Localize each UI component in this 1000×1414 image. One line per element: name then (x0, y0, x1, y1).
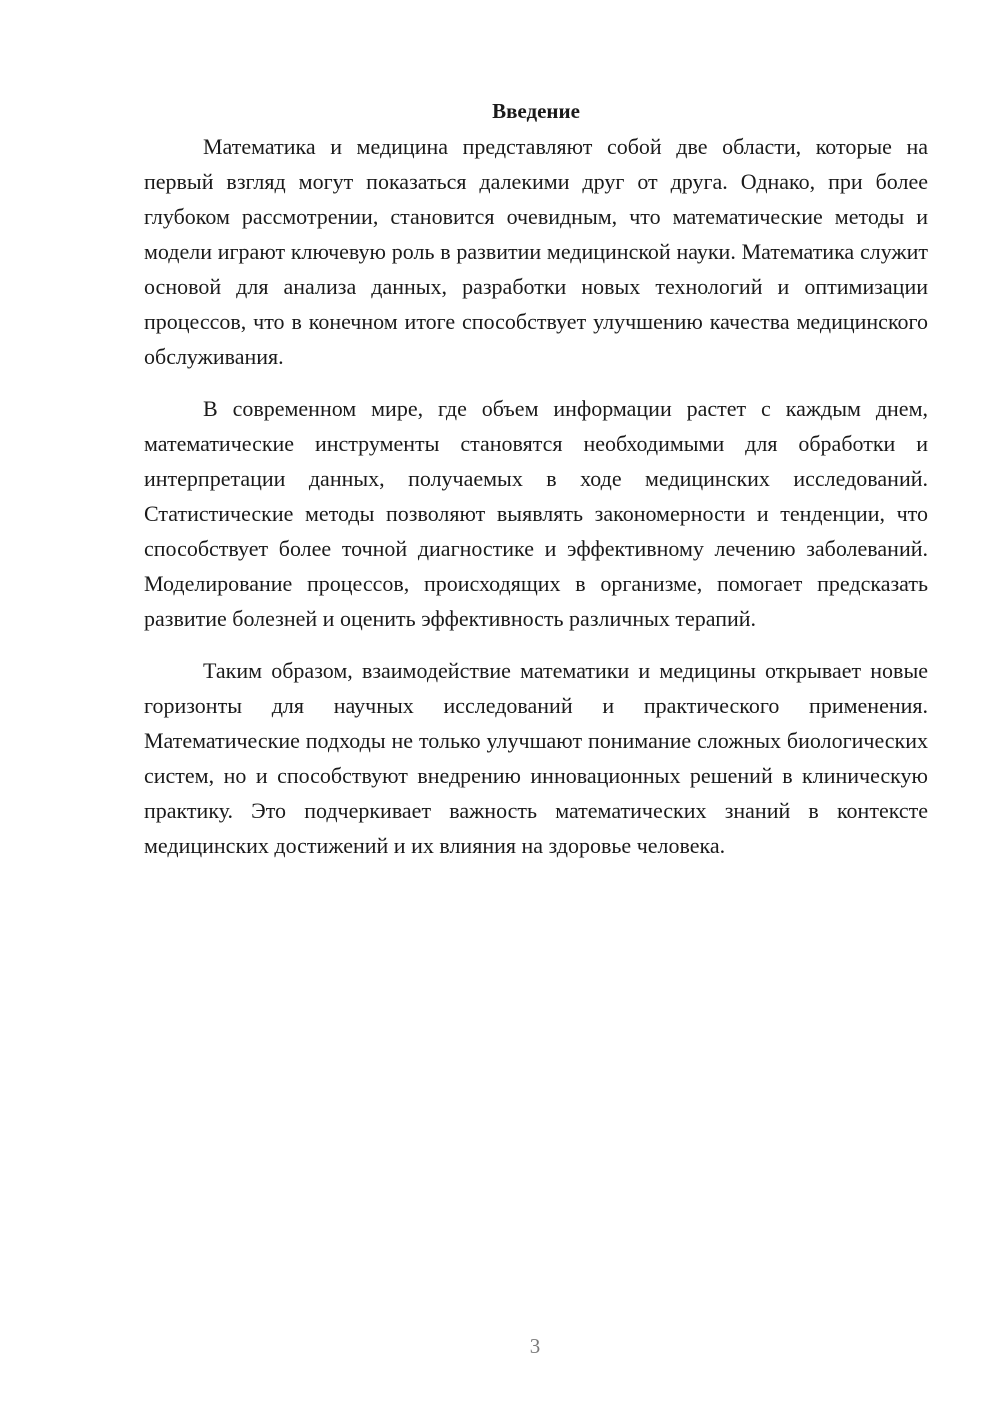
paragraph-1: Математика и медицина представляют собой две области, которые на первый взгляд могут показаться далекими друг от друга. Однако, при более глубоком рассмотрении, становится очевидным, что математические методы и модели играют ключевую роль в развитии медицинской науки. Математика служит основой для анализа данных, разработки новых технологий и оптимизации процессов, что в конечном итоге способствует улучшению качества медицинского обслуживания. (144, 134, 928, 369)
page-number: 3 (529, 1334, 541, 1358)
paragraph-3: Таким образом, взаимодействие математики и медицины открывает новые горизонты для научных исследований и практического применения. Математические подходы не только улучшают понимание сложных биологических систем, но и способствуют внедрению инновационных решений в клиническую практику. Это подчеркивает важность математических знаний в контексте медицинских достижений и их влияния на здоровье человека. (144, 658, 928, 858)
paragraph-2: В современном мире, где объем информации растет с каждым днем, математические инструменты становятся необходимыми для обработки и интерпретации данных, получаемых в ходе медицинских исследований. Статистические методы позволяют выявлять закономерности и тенденции, что способствует более точной диагностике и эффективному лечению заболеваний. Моделирование процессов, происходящих в организме, помогает предсказать развитие болезней и оценить эффективность различных терапий. (144, 396, 928, 631)
page-content (144, 94, 928, 863)
section-heading: Введение (492, 99, 580, 123)
